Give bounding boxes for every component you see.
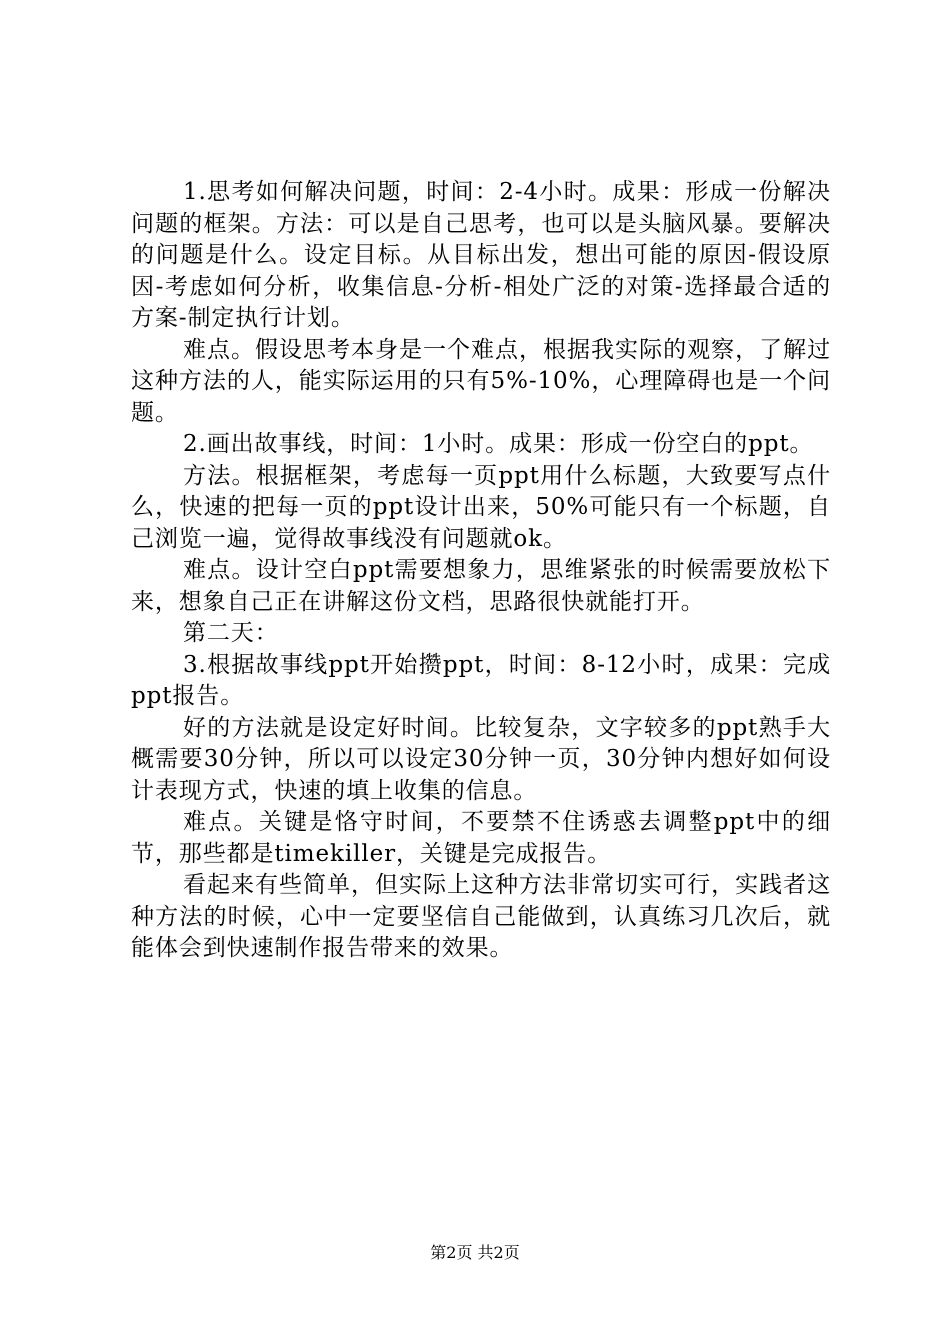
paragraph-day-two-heading: 第二天： — [183, 620, 279, 646]
paragraph-method-3: 好的方法就是设定好时间。比较复杂，文字较多的ppt熟手大概需要30分钟，所以可以设定30分钟一页，30分钟内想好如何设计表现方式，快速的填上收集的信息。 — [131, 714, 831, 804]
paragraph-conclusion: 看起来有些简单，但实际上这种方法非常切实可行，实践者这种方法的时候，心中一定要坚信自己能做到，认真练习几次后，就能体会到快速制作报告带来的效果。 — [131, 872, 831, 961]
paragraph-step-2: 2.画出故事线，时间：1小时。成果：形成一份空白的ppt。 — [183, 431, 814, 457]
paragraph-step-3: 3.根据故事线ppt开始攒ppt，时间：8-12小时，成果：完成ppt报告。 — [131, 651, 831, 709]
page-number-footer: 第2页 共2页 — [430, 1243, 520, 1262]
paragraph-difficulty-2: 难点。设计空白ppt需要想象力，思维紧张的时候需要放松下来，想象自己正在讲解这份文档，思路很快就能打开。 — [131, 557, 831, 615]
document-body — [131, 177, 831, 965]
paragraph-difficulty-1: 难点。假设思考本身是一个难点，根据我实际的观察，了解过这种方法的人，能实际运用的只有5%-10%，心理障碍也是一个问题。 — [131, 336, 831, 426]
paragraph-difficulty-3: 难点。关键是恪守时间，不要禁不住诱惑去调整ppt中的细节，那些都是timekiller，关键是完成报告。 — [131, 809, 831, 867]
paragraph-step-1: 1.思考如何解决问题，时间：2-4小时。成果：形成一份解决问题的框架。方法：可以是自己思考，也可以是头脑风暴。要解决的问题是什么。设定目标。从目标出发，想出可能的原因-假设原因-考虑如何分析，收集信息-分析-相处广泛的对策-选择最合适的方案-制定执行计划。 — [131, 179, 831, 331]
paragraph-method-2: 方法。根据框架，考虑每一页ppt用什么标题，大致要写点什么，快速的把每一页的ppt设计出来，50%可能只有一个标题，自己浏览一遍，觉得故事线没有问题就ok。 — [131, 462, 831, 552]
